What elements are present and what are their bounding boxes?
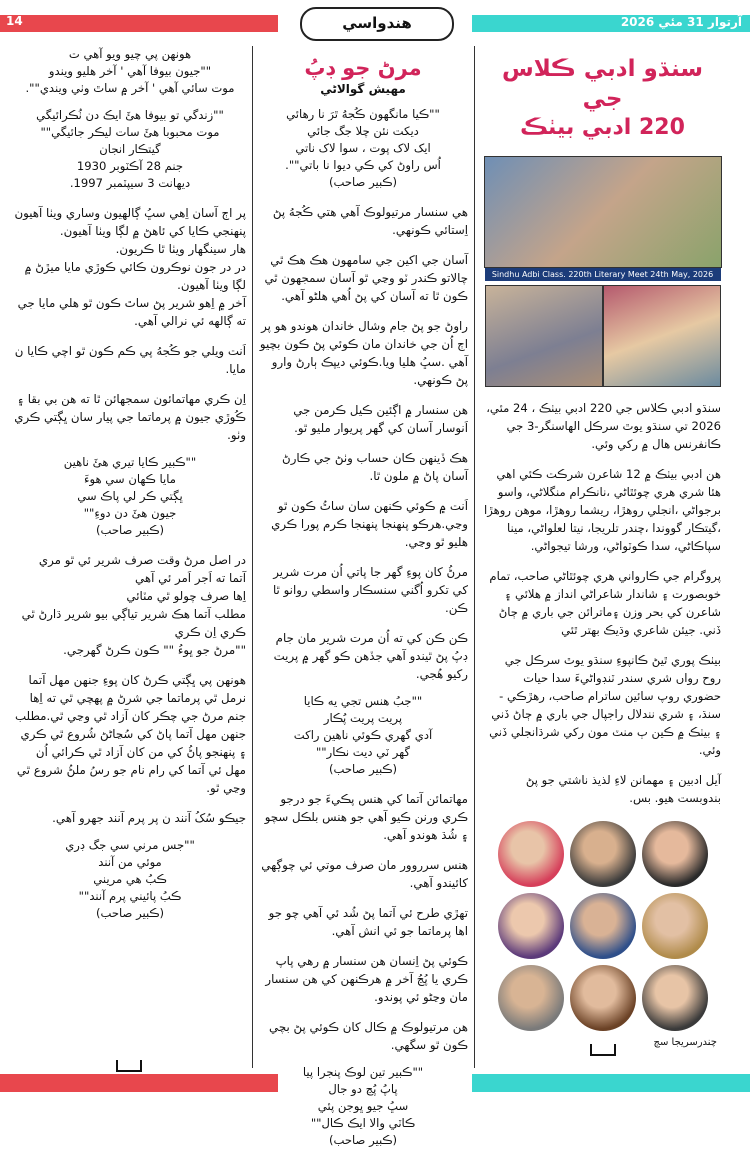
poem-line: پريت پريت پُڪار [323, 711, 403, 725]
article-paragraph: در اصل مرڻ وقت صرف شرير ئي ٿو مري [38, 553, 246, 567]
poem-line: پاپُ پُڃ دو جال [328, 1082, 398, 1096]
poem-line: هونهن پي چيو ويو آهي ت [68, 47, 192, 61]
article-paragraph: مرڻُ کان پوءِ گهر جا پاتي اُن مرت شرير کي تکرو اُگني سنسڪار واسطي روانو ٿا ڪن. [272, 565, 468, 615]
poem-line: ڀڳتي ڪر لي پاڪ سي [77, 489, 183, 503]
report-paragraph: پروگرام جي ڪارواني هري چوئٿاڻي صاحب، تمام خوبصورت ۽ شاندار شاعراڻي انداز ۾ هلائي ۽ شاعرن کي بحر وزن ۽ماترائن جي باري ۾ ڄاڻ ڏني. جيئن شاعري وڌيڪ بهتر ٿئي [489, 569, 721, 637]
article-paragraph: ڪن ڪن کي ته اُن مرت شرير مان جام ڊپُ پڻ ٿيندو آهي جڏهن ڪو گهر ۾ پريت رکيو هُجي. [273, 631, 468, 681]
photo-caption: Sindhu Adbi Class. 220th Literary Meet 24th May, 2026 [485, 268, 721, 281]
article-paragraph: راوڻ جو پڻ جام وشال خاندان هوندو هو پر اڄ اُن جي خاندان مان ڪوئي پڻ ڪون بچيو آهي .سڀُ هليا ويا.ڪوئي ديپڪ ٻارڻ وارو پڻ ڪونهي. [259, 319, 468, 387]
poem-line: ڪبُ پائيني پرم آنند"" [78, 889, 182, 903]
poem-line: ايک لاک پوت ، سوا لاک ناتي [295, 141, 431, 155]
poet-portrait [498, 893, 564, 959]
poem-attribution: گيتڪار انجان [99, 142, 161, 156]
article-paragraph: مهاتمائن آتما کي هنس پڪيءَ جو درجو ڪري ورنن ڪيو آهي جو هنس بلڪل سچو ۽ شُڌ هوندو آهي. [264, 792, 468, 842]
masthead-logo: هندواسي [300, 7, 454, 41]
poem-line: موئي من آنند [98, 855, 162, 869]
article-paragraph: ""مرڻ جو ڀوءُ "" ڪون ڪرڻ گهرجي. [63, 643, 246, 657]
poem-attribution: (ڪبير صاحب) [328, 762, 398, 776]
poem-line: ""ڪبير تين لوڪ پنجرا پيا [302, 1065, 424, 1079]
poem-stanza [258, 106, 468, 191]
event-photo [603, 285, 721, 387]
column-divider [252, 46, 253, 1068]
article-paragraph: جيڪو سُکُ آنند ن پر پرم آنند جهرو آهي. [52, 811, 246, 825]
article-paragraph: هڪ ڏينهن ڪان حساب وٺڻ جي ڪارڻ آسان پاڻ ۾ ملون ٿا. [282, 451, 468, 483]
article-paragraph: اِن ڪري مهاتمائون سمجهائن ٿا ته هن بي بقا ۽ ڪُوڙي جيون ۾ پرماتما جي پيار سان ڀڳتي ڪري وٺو. [14, 392, 246, 442]
page-header [0, 0, 750, 44]
event-photo [485, 285, 603, 387]
footer-bar-right [472, 1074, 750, 1092]
poem-line: جيون هئَ دن دوءِ"" [83, 506, 177, 520]
poem-line: سڀُ جيو ڀوجن پئي [317, 1099, 409, 1113]
poem-line: اُس راوڻ کي ڪي ديوا نا باتي"". [285, 158, 441, 172]
report-subheadline: 220 ادبي بيٺڪ [520, 115, 685, 140]
article-paragraph: هار سينگهار ويٺا ٿا ڪريون. [115, 242, 246, 256]
poem-attribution: (ڪبير صاحب) [328, 1133, 398, 1147]
article-paragraph: ڪوئي پڻ اِنسان هن سنسار ۾ رهي پاپ ڪري يا پُڃُ آخر ۾ هرڪنهن کي هن سنسار مان وڃڻو ئي پوندو. [265, 954, 468, 1004]
poem-stanza [14, 454, 246, 539]
article-title: مرڻ جو ڊپُ [304, 56, 422, 80]
poet-portrait [570, 821, 636, 887]
page-footer [0, 1074, 750, 1092]
event-group-photo [484, 156, 722, 268]
end-of-article-mark [590, 1044, 616, 1056]
poem-stanza [258, 693, 468, 778]
article-paragraph: هن سنسار ۾ اڳئين ڪيل ڪرمن جي اَنوسار آسان کي گهر پريوار مليو ٿو. [293, 403, 468, 435]
report-paragraph: آيل ادبين ۽ مهمانن لاءِ لذيذ ناشتي جو پڻ بندوبست هيو. بس. [525, 773, 721, 805]
report-paragraph: بيٺڪ پوري ٿيڻ ڪانپوءِ سنڌو يوٿ سرڪل جي روح رواں شري سندر ٽنڊواڻيءَ سدا حيات حضوري روپ سائين ساترام صاحب، رهڙڪي - سنڌ، ۽ شري نندلال راجپال جي باري ۾ ڄاڻ ڏني ۽ بيٺڪ ۾ ڪين ٻ منٽ مون رکي شرڌانجلي ڏني وئي. [489, 653, 721, 757]
article-paragraph: پنهنجي ڪايا کي ئاهڻ ۾ لڳا ويٺا آهيون. [59, 224, 246, 238]
article-column [258, 46, 468, 1149]
poem-stanza [14, 46, 246, 97]
poem-line: ديهانت 3 سيپٽمبر 1997. [69, 176, 191, 190]
poem-line: مايا ڪهان سي هوءَ [84, 472, 176, 486]
report-headline: سنڌو ادبي ڪلاس جي [501, 56, 704, 112]
poem-attribution: (ڪبير صاحب) [95, 906, 165, 920]
article-paragraph: تهڙي طرح ئي آتما پڻ شُد ئي آهي چو جو اها پرماتما جو ئي انش آهي. [268, 906, 468, 938]
column-divider [474, 46, 475, 1068]
event-report-column [480, 46, 725, 1048]
article-paragraph: هي سنسار مرتيولوڪ آهي هتي ڪُجهُ پڻ اِستائي ڪونهي. [272, 205, 468, 237]
poem-line: ""ڪبير ڪايا تيري هئَ ناهين [63, 455, 197, 469]
article-paragraph: مطلب آتما هڪ شرير تياڳي بيو شرير ڌارڻ ٿي ڪري اِن ڪري [21, 607, 246, 639]
poem-stanza [14, 837, 246, 922]
article-paragraph: اَنت ويلي جو ڪُجهُ پي ڪم ڪون ٿو اچي ڪايا ن مايا. [14, 344, 246, 376]
article-paragraph: آخر ۾ اِهو شرير پڻ ساٿ ڪون ٿو هلي مايا جي ته ڳالهه ئي نرالي آهي. [17, 296, 246, 328]
article-paragraph: پر اڄ آسان اِهي سڀُ ڳالهيون وساري ويٺا آهيون [14, 206, 246, 220]
article-continuation-column [14, 46, 246, 922]
issue-date: آرتوار 31 مئي 2026 [620, 15, 742, 29]
poet-portrait [642, 893, 708, 959]
poet-portrait [642, 965, 708, 1031]
poet-portrait [498, 821, 564, 887]
poet-portrait [498, 965, 564, 1031]
poem-line: ""ڪيا مانگهون ڪُجهُ ٿرَ نا رهائي [286, 107, 440, 121]
poem-line: موت سائي آهي ' آخر ۾ ساٿ وٺي ويندي"". [25, 81, 235, 95]
article-paragraph: هنس سرروور مان صرف موتي ئي چوڳهي کائيندو آهي. [261, 858, 468, 890]
event-photo-row [485, 285, 721, 385]
poem-attribution: (ڪبير صاحب) [95, 523, 165, 537]
page-number: 14 [6, 14, 23, 28]
poem-line: جنم 28 آڪٽوبر 1930 [76, 159, 184, 173]
poet-portraits-grid [480, 821, 725, 1031]
poet-portrait [642, 821, 708, 887]
article-paragraph: هن مرتيولوڪ ۾ ڪال کان ڪوئي پڻ بچي ڪون ٿو سگهي. [269, 1020, 468, 1052]
article-paragraph: در در جون نوڪرون ڪائي ڪوڙي مايا ميڙڻ ۾ لڳا ويٺا آهيون. [24, 260, 246, 292]
report-paragraph: هن ادبي بيٺڪ ۾ 12 شاعرن شرڪت ڪئي اهي هئا شري هري چوئٿاڻي ،نانڪرام منگلاڻي، واسو برجواڻي ،انجلي روهڙا، ريشما روهڙا، موهن روهڙا ،گيتڪار گووندا ،چندر تلريجا، نيتا لعلواڻي، مينا سپاڪاڻي، سدا ڪوٽواڻي، ورشا تيجواڻي. [484, 467, 721, 553]
poem-line: ديکت نئن چلا جگ جائي [307, 124, 419, 138]
article-paragraph: اَنت ۾ ڪوئي ڪنهن سان ساٿُ ڪون ٿو وڃي.هرڪو پنهنجا پنهنجا ڪرم پورا ڪري هليو ٿو وڃي. [271, 499, 468, 549]
photo-credit: چندرسريجا سڄ [653, 1037, 717, 1048]
poem-line: ""جس مرني سي جگ ڊري [65, 838, 195, 852]
article-author: مهيش گوالاڻي [320, 82, 406, 96]
poem-line: ""جبُ هنس تجي يه ڪايا [303, 694, 423, 708]
poem-line: ڪبُ هي مريني [93, 872, 167, 886]
poem-line: آدي گهري ڪوئي ناهين راکت [293, 728, 433, 742]
article-paragraph: آتما ته اَجر اَمر ئي آهي [135, 571, 246, 585]
poet-portrait [570, 893, 636, 959]
end-of-article-mark [116, 1060, 142, 1072]
poem-line: ڪاٽي والا ايڪ ڪال"" [310, 1116, 416, 1130]
poem-attribution: (ڪبير صاحب) [328, 175, 398, 189]
article-paragraph: اِها صرف چولو ٿي مٽائي [126, 589, 246, 603]
report-paragraph: سنڌو ادبي ڪلاس جي 220 ادبي بيٺڪ ، 24 مئي، 2026 تي سنڌو يوٿ سرڪل الهاسنگر-3 جي ڪانفرنس هال ۾ رکي وئي. [486, 401, 721, 451]
poem-line: موت محبوبا هئَ سات ليڪر جائيگي"" [40, 125, 220, 139]
footer-bar-left [0, 1074, 278, 1092]
poem-line: گهر ٽي ديت نڪار"" [315, 745, 411, 759]
header-bar-left [0, 15, 278, 32]
article-paragraph: هونهن پي ڀڳتي ڪرڻ کان پوءِ جنهن مهل آتما نرمل ٿي پرماتما جي شرڻ ۾ پهچي ٿي ته اِها جنم مرڻ جي چڪر کان آزاد ٿي وڃي ٿي.مطلب جنهن مهل آتما پاڻ کي سُڃاڻڻ شُروع ٿي ڪري ۽ پنهنجو پاڻُ کي من کان آزاد ٿي ڪرائي اُن مهل ئي آتما کي رام نام جو رسُ ملڻُ شروع ٿي وڃي ٿو. [14, 673, 246, 795]
article-paragraph: آسان جي اکين جي سامهون هڪ هڪ ٿي چالاتو ڪندر ٽو وڃي ٿو آسان سمجهون ٿي ڪون ٿا ته آسان کي پڻ اُهي هلڻو آهي. [264, 253, 468, 303]
poet-portrait [570, 965, 636, 1031]
poem-line: ""جيون بيوفا آهي ' آخر هليو ويندو [48, 64, 212, 78]
poem-stanza [14, 107, 246, 192]
poem-line: ""زندگي تو بيوفا هئَ ايڪ دن ٺُڪرائيگي [36, 108, 224, 122]
